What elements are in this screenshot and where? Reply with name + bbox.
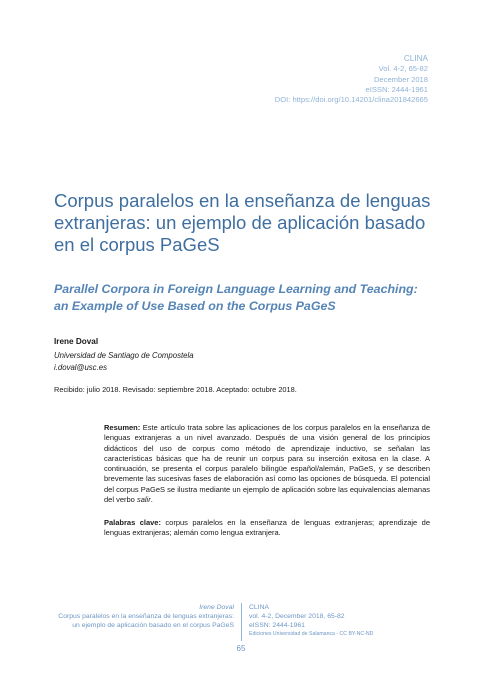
abstract-verb: salir (136, 495, 151, 505)
journal-date: December 2018 (373, 74, 428, 84)
journal-volume: Vol. 4-2, 65-82 (378, 64, 428, 74)
keywords-label: Palabras clave: (104, 518, 161, 527)
author-name: Irene Doval (54, 337, 99, 346)
footer-running-head (58, 603, 234, 630)
footer-divider (241, 603, 242, 641)
footer-journal-info (249, 603, 373, 639)
footer-eissn: eISSN: 2444-1961 (249, 622, 305, 629)
footer-title-line-1: Corpus paralelos en la enseñanza de lenguas extranjeras: (58, 613, 234, 620)
abstract-label: Resumen: (104, 423, 141, 432)
author-email[interactable]: i.doval@usc.es (54, 363, 107, 372)
abstract-end: . (150, 495, 153, 505)
footer-journal: CLINA (249, 604, 270, 611)
abstract (104, 423, 430, 505)
abstract-text: Este artículo trata sobre las aplicaciones de los corpus paralelos en la enseñanza de lenguas extranjeras a un nivel avanzado. Después de una visión general de los principios didácticos del uso de corpus como método de aprendizaje inductivo, se señalan las características básicas que ha de reunir un corpus para su inserción exitosa en la clase. A continuación, se presenta el corpus paralelo bilingüe español/alemán, PaGeS, y se describen brevemente las sucesivas fases de elaboración así como las opciones de búsqueda. El potencial del corpus PaGeS se ilustra mediante un ejemplo de aplicación sobre las equivalencias alemanas del verbo (104, 423, 430, 505)
footer-publisher: Ediciones Universidad de Salamanca - CC BY-NC-ND (249, 631, 374, 637)
journal-eissn: eISSN: 2444-1961 (365, 84, 428, 94)
journal-name: CLINA (403, 54, 428, 63)
journal-metadata (275, 54, 428, 105)
article-subtitle: Parallel Corpora in Foreign Language Learning and Teaching: an Example of Use Based on the Corpus PaGeS (54, 282, 418, 313)
author-affiliation: Universidad de Santiago de Compostela (54, 351, 194, 360)
article-doi[interactable]: DOI: https://doi.org/10.14201/clina201842665 (274, 95, 428, 105)
footer-volume: vol. 4-2, December 2018, 65-82 (249, 613, 345, 620)
article-title: Corpus paralelos en la enseñanza de lenguas extranjeras: un ejemplo de aplicación basado en el corpus PaGeS (54, 190, 431, 255)
keywords (104, 518, 430, 539)
submission-dates: Recibido: julio 2018. Revisado: septiembre 2018. Aceptado: octubre 2018. (54, 385, 297, 394)
footer-author: Irene Doval (199, 604, 234, 611)
page-number: 65 (236, 644, 246, 653)
keywords-text: corpus paralelos en la enseñanza de lenguas extranjeras; aprendizaje de lenguas extranjeras; alemán como lengua extranjera. (104, 518, 430, 538)
footer-title-line-2: un ejemplo de aplicación basado en el corpus PaGeS (72, 622, 234, 629)
